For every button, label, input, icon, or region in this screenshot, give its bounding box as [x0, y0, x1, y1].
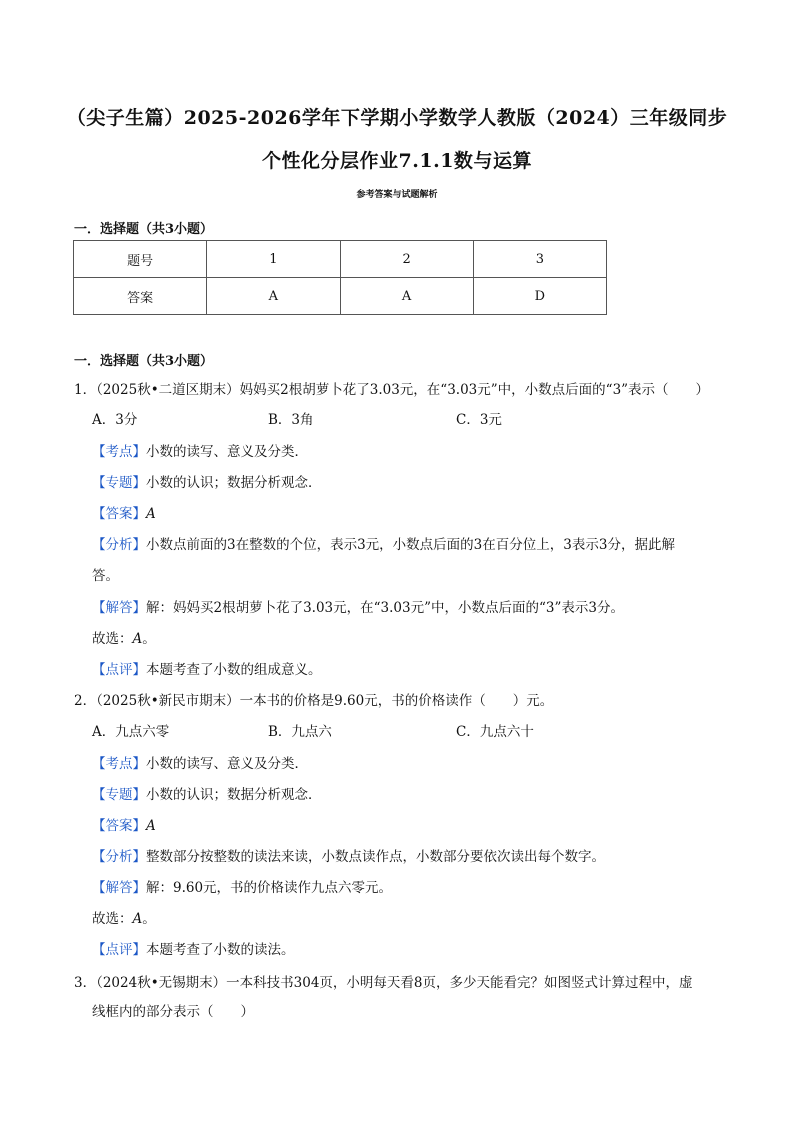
zhuanti-tag: 【专题】: [92, 787, 146, 803]
table-cell-number: 3: [473, 241, 606, 278]
guxuan-answer: A: [132, 631, 143, 647]
kaodian-text: 小数的读写、意义及分类．: [146, 756, 308, 772]
q1-option-a: A．3分: [92, 412, 138, 428]
q1-fenxi: [92, 535, 675, 555]
guxuan-suffix: 。: [142, 631, 156, 647]
kaodian-tag: 【考点】: [92, 756, 146, 772]
guxuan-prefix: 故选：: [92, 911, 133, 927]
q2-guxuan: [92, 909, 156, 929]
daan-tag: 【答案】: [92, 818, 146, 834]
q1-option-b: B．3角: [268, 412, 314, 428]
doc-subtitle: 参考答案与试题解析: [356, 190, 438, 200]
q2-fenxi: [92, 847, 605, 867]
q2-option-a: A．九点六零: [92, 724, 170, 740]
question-2-stem: 2．（2025秋•新民市期末）一本书的价格是9.60元，书的价格读作（ ）元。: [74, 693, 554, 709]
question-3-stem: 3．（2024秋•无锡期末）一本科技书304页，小明每天看8页，多少天能看完？如图竖式计算过程中，虚: [74, 975, 693, 991]
daan-text: A: [146, 506, 156, 522]
question-3-stem-cont: 线框内的部分表示（ ）: [92, 1004, 254, 1020]
section-heading-answers: 一．选择题（共3小题）: [74, 222, 214, 237]
table-row-label: 答案: [74, 278, 207, 315]
table-cell-answer: D: [473, 278, 606, 315]
jieda-tag: 【解答】: [92, 880, 146, 896]
q2-daan: [92, 816, 156, 836]
guxuan-prefix: 故选：: [92, 631, 133, 647]
zhuanti-tag: 【专题】: [92, 475, 146, 491]
doc-title-line1: （尖子生篇）2025-2026学年下学期小学数学人教版（2024）三年级同步: [66, 107, 728, 129]
table-cell-answer: A: [340, 278, 473, 315]
kaodian-tag: 【考点】: [92, 444, 146, 460]
dianping-text: 本题考查了小数的读法。: [146, 942, 295, 958]
q2-option-b: B．九点六: [268, 724, 332, 740]
jieda-text: 解：9.60元，书的价格读作九点六零元。: [146, 880, 393, 896]
jieda-tag: 【解答】: [92, 600, 146, 616]
fenxi-text: 小数点前面的3在整数的个位，表示3元，小数点后面的3在百分位上，3表示3分，据此解: [146, 537, 675, 553]
table-cell-answer: A: [207, 278, 340, 315]
q1-kaodian: [92, 442, 308, 462]
q2-dianping: [92, 940, 295, 960]
table-cell-number: 2: [340, 241, 473, 278]
dianping-tag: 【点评】: [92, 662, 146, 678]
q1-fenxi-cont: 答。: [92, 568, 119, 584]
fenxi-text: 整数部分按整数的读法来读，小数点读作点，小数部分要依次读出每个数字。: [146, 849, 605, 865]
q2-jieda: [92, 878, 392, 898]
q1-option-c: C．3元: [456, 412, 502, 428]
fenxi-tag: 【分析】: [92, 537, 146, 553]
fenxi-tag: 【分析】: [92, 849, 146, 865]
zhuanti-text: 小数的认识；数据分析观念．: [146, 475, 322, 491]
kaodian-text: 小数的读写、意义及分类．: [146, 444, 308, 460]
table-row-label: 题号: [74, 241, 207, 278]
table-row: [74, 278, 607, 315]
table-row: [74, 241, 607, 278]
dianping-tag: 【点评】: [92, 942, 146, 958]
question-1-stem: 1．（2025秋•二道区期末）妈妈买2根胡萝卜花了3.03元，在“3.03元”中，小数点后面的“3”表示（ ）: [74, 382, 710, 398]
daan-tag: 【答案】: [92, 506, 146, 522]
q1-dianping: [92, 660, 322, 680]
dianping-text: 本题考查了小数的组成意义。: [146, 662, 322, 678]
table-cell-number: 1: [207, 241, 340, 278]
q1-zhuanti: [92, 473, 322, 493]
doc-title-line2: 个性化分层作业7.1.1数与运算: [262, 150, 532, 172]
q2-kaodian: [92, 754, 308, 774]
q1-daan: [92, 504, 156, 524]
q1-guxuan: [92, 629, 156, 649]
daan-text: A: [146, 818, 156, 834]
answer-table: [73, 240, 607, 315]
q2-zhuanti: [92, 785, 322, 805]
zhuanti-text: 小数的认识；数据分析观念．: [146, 787, 322, 803]
jieda-text: 解：妈妈买2根胡萝卜花了3.03元，在“3.03元”中，小数点后面的“3”表示3分。: [146, 600, 624, 616]
q1-jieda: [92, 598, 624, 618]
guxuan-answer: A: [132, 911, 143, 927]
q2-option-c: C．九点六十: [456, 724, 534, 740]
section-heading-questions: 一．选择题（共3小题）: [74, 354, 214, 369]
guxuan-suffix: 。: [142, 911, 156, 927]
